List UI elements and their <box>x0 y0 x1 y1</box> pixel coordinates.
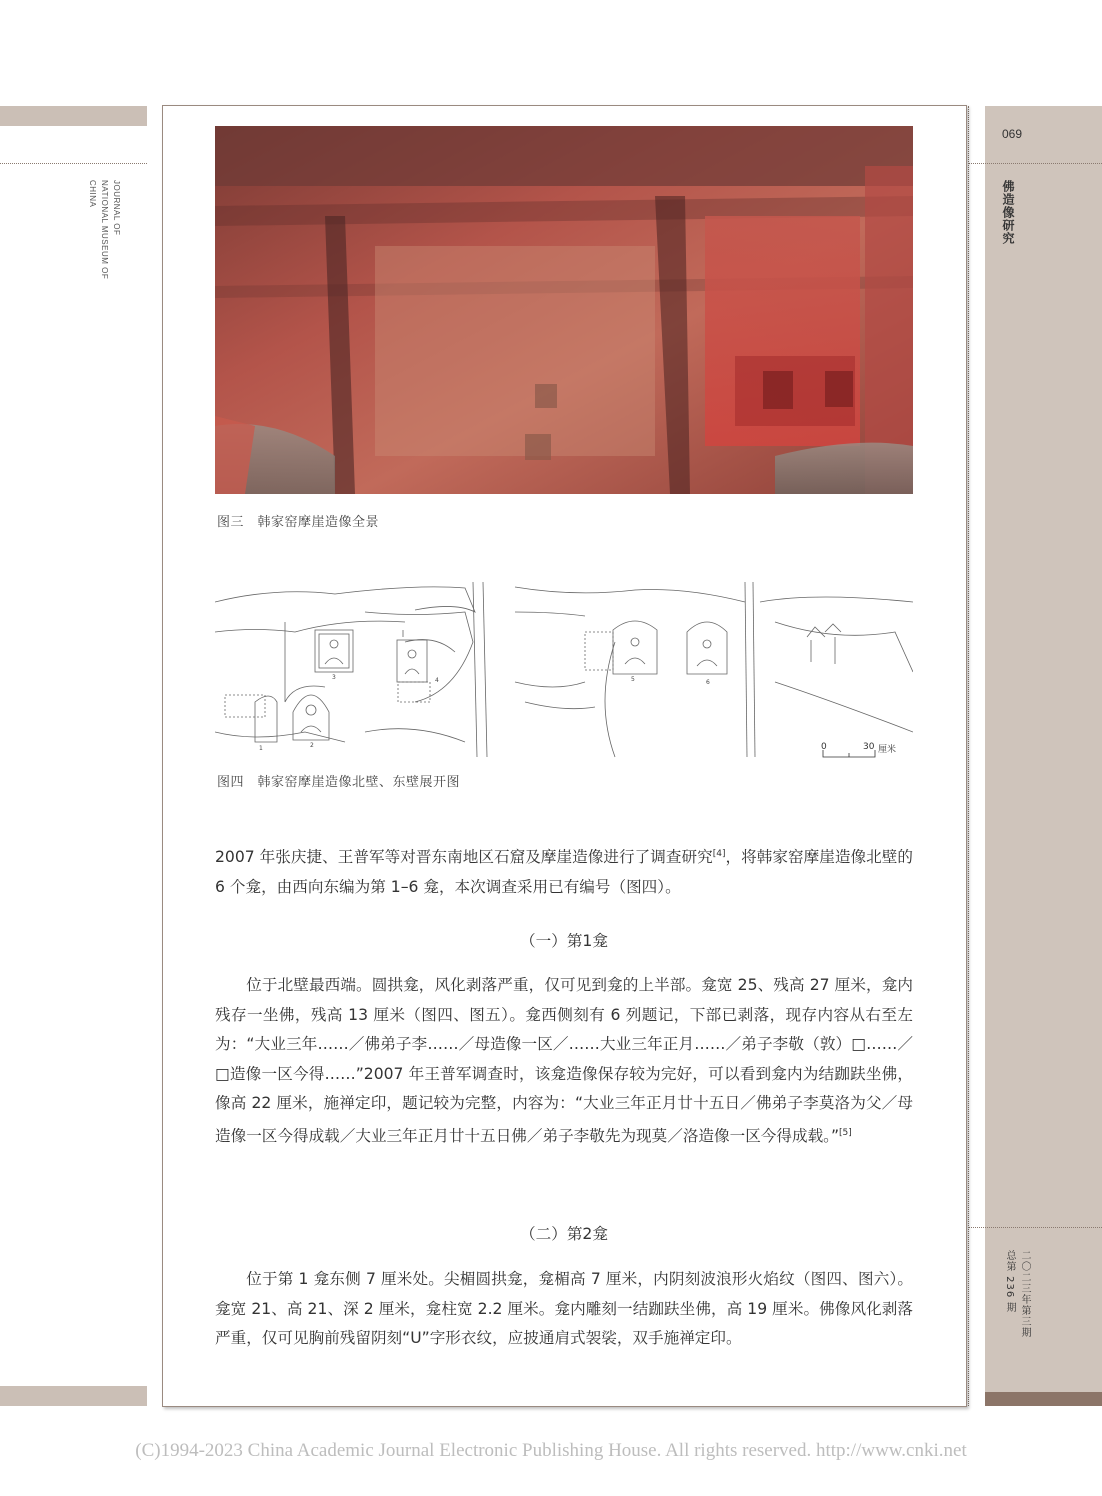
right-dotted-rule-bottom <box>968 1227 1102 1228</box>
intro-text: 2007 年张庆捷、王普军等对晋东南地区石窟及摩崖造像进行了调查研究 <box>215 848 713 867</box>
right-bottom-accent <box>985 1392 1102 1406</box>
niche-2-paragraph <box>215 1265 913 1354</box>
left-bottom-bar <box>0 1386 147 1406</box>
niche-number-6: 6 <box>706 679 710 686</box>
heading-niche-1: （一）第1龛 <box>520 932 608 950</box>
niche-1-ref: [5] <box>839 1127 852 1138</box>
right-dotted-divider <box>968 106 969 1406</box>
page-number: 069 <box>1002 127 1023 141</box>
left-dotted-rule <box>0 163 147 164</box>
section-title: 佛造像研究 <box>1001 180 1015 245</box>
left-top-bar <box>0 106 147 126</box>
niche-1-paragraph <box>215 971 913 1151</box>
scale-unit: 厘米 <box>878 745 897 755</box>
journal-name: JOURNAL OF NATIONAL MUSEUM OF CHINA <box>88 180 121 280</box>
niche-number-4: 4 <box>435 677 439 684</box>
niche-1-text: 位于北壁最西端。圆拱龛，风化剥落严重，仅可见到龛的上半部。龛宽 25、残高 27 厘米，龛内残存一坐佛，残高 13 厘米（图四、图五）。龛西侧刻有 6 列题记，下部已剥落，现存内容从右至左为：“大业三年……／佛弟子李……／母造像一区／……大业三年正月……／弟子李敬（敦）□……／□造像一区今得……”2007 年王普军调查时，该龛造像保存较为完好，可以看到龛内为结跏趺坐佛，像高 22 厘米，施禅定印，题记较为完整，内容为：“大业三年正月廿十五日／佛弟子李莫洛为父／母造像一区今得成载／大业三年正月廿十五日佛／弟子李敬先为现莫／洛造像一区今得成载。” <box>215 976 913 1145</box>
cliff-photo <box>215 126 913 494</box>
intro-paragraph <box>215 840 913 902</box>
scale-end: 30 <box>863 742 875 752</box>
figure4-caption: 图四 韩家窑摩崖造像北壁、东壁展开图 <box>217 775 461 790</box>
right-dotted-rule-top <box>968 163 1102 164</box>
scale-zero: 0 <box>821 742 827 752</box>
heading-niche-2: （二）第2龛 <box>520 1225 608 1243</box>
niche-number-2: 2 <box>310 742 314 749</box>
elevation-drawing <box>215 582 913 762</box>
niche-number-5: 5 <box>631 676 635 683</box>
niche-2-text: 位于第 1 龛东侧 7 厘米处。尖楣圆拱龛，龛楣高 7 厘米，内阴刻波浪形火焰纹（图四、图六）。龛宽 21、高 21、深 2 厘米，龛柱宽 2.2 厘米。龛内雕刻一结跏趺坐佛，高 19 厘米。佛像风化剥落严重，仅可见胸前残留阴刻“U”字形衣纹，应披通肩式袈裟，双手施禅定印。 <box>215 1270 913 1347</box>
intro-text-rest: ，将韩家窑摩崖造像北壁的 6 个龛，由西向东编为第 1–6 龛，本次调查采用已有编号（图四）。 <box>215 848 913 896</box>
issue-total: 总第 236 期 <box>1004 1250 1015 1314</box>
issue-year: 二〇二三年第三期 <box>1019 1250 1030 1338</box>
intro-ref: [4] <box>712 849 726 859</box>
copyright-footer: (C)1994-2023 China Academic Journal Electronic Publishing House. All rights reserved. http://www.cnki.net <box>135 1440 967 1461</box>
figure3-caption: 图三 韩家窑摩崖造像全景 <box>217 515 380 530</box>
niche-number-1: 1 <box>259 745 263 752</box>
niche-number-3: 3 <box>332 674 336 681</box>
issue-info <box>1002 1250 1032 1380</box>
right-side-bar <box>985 106 1102 1404</box>
